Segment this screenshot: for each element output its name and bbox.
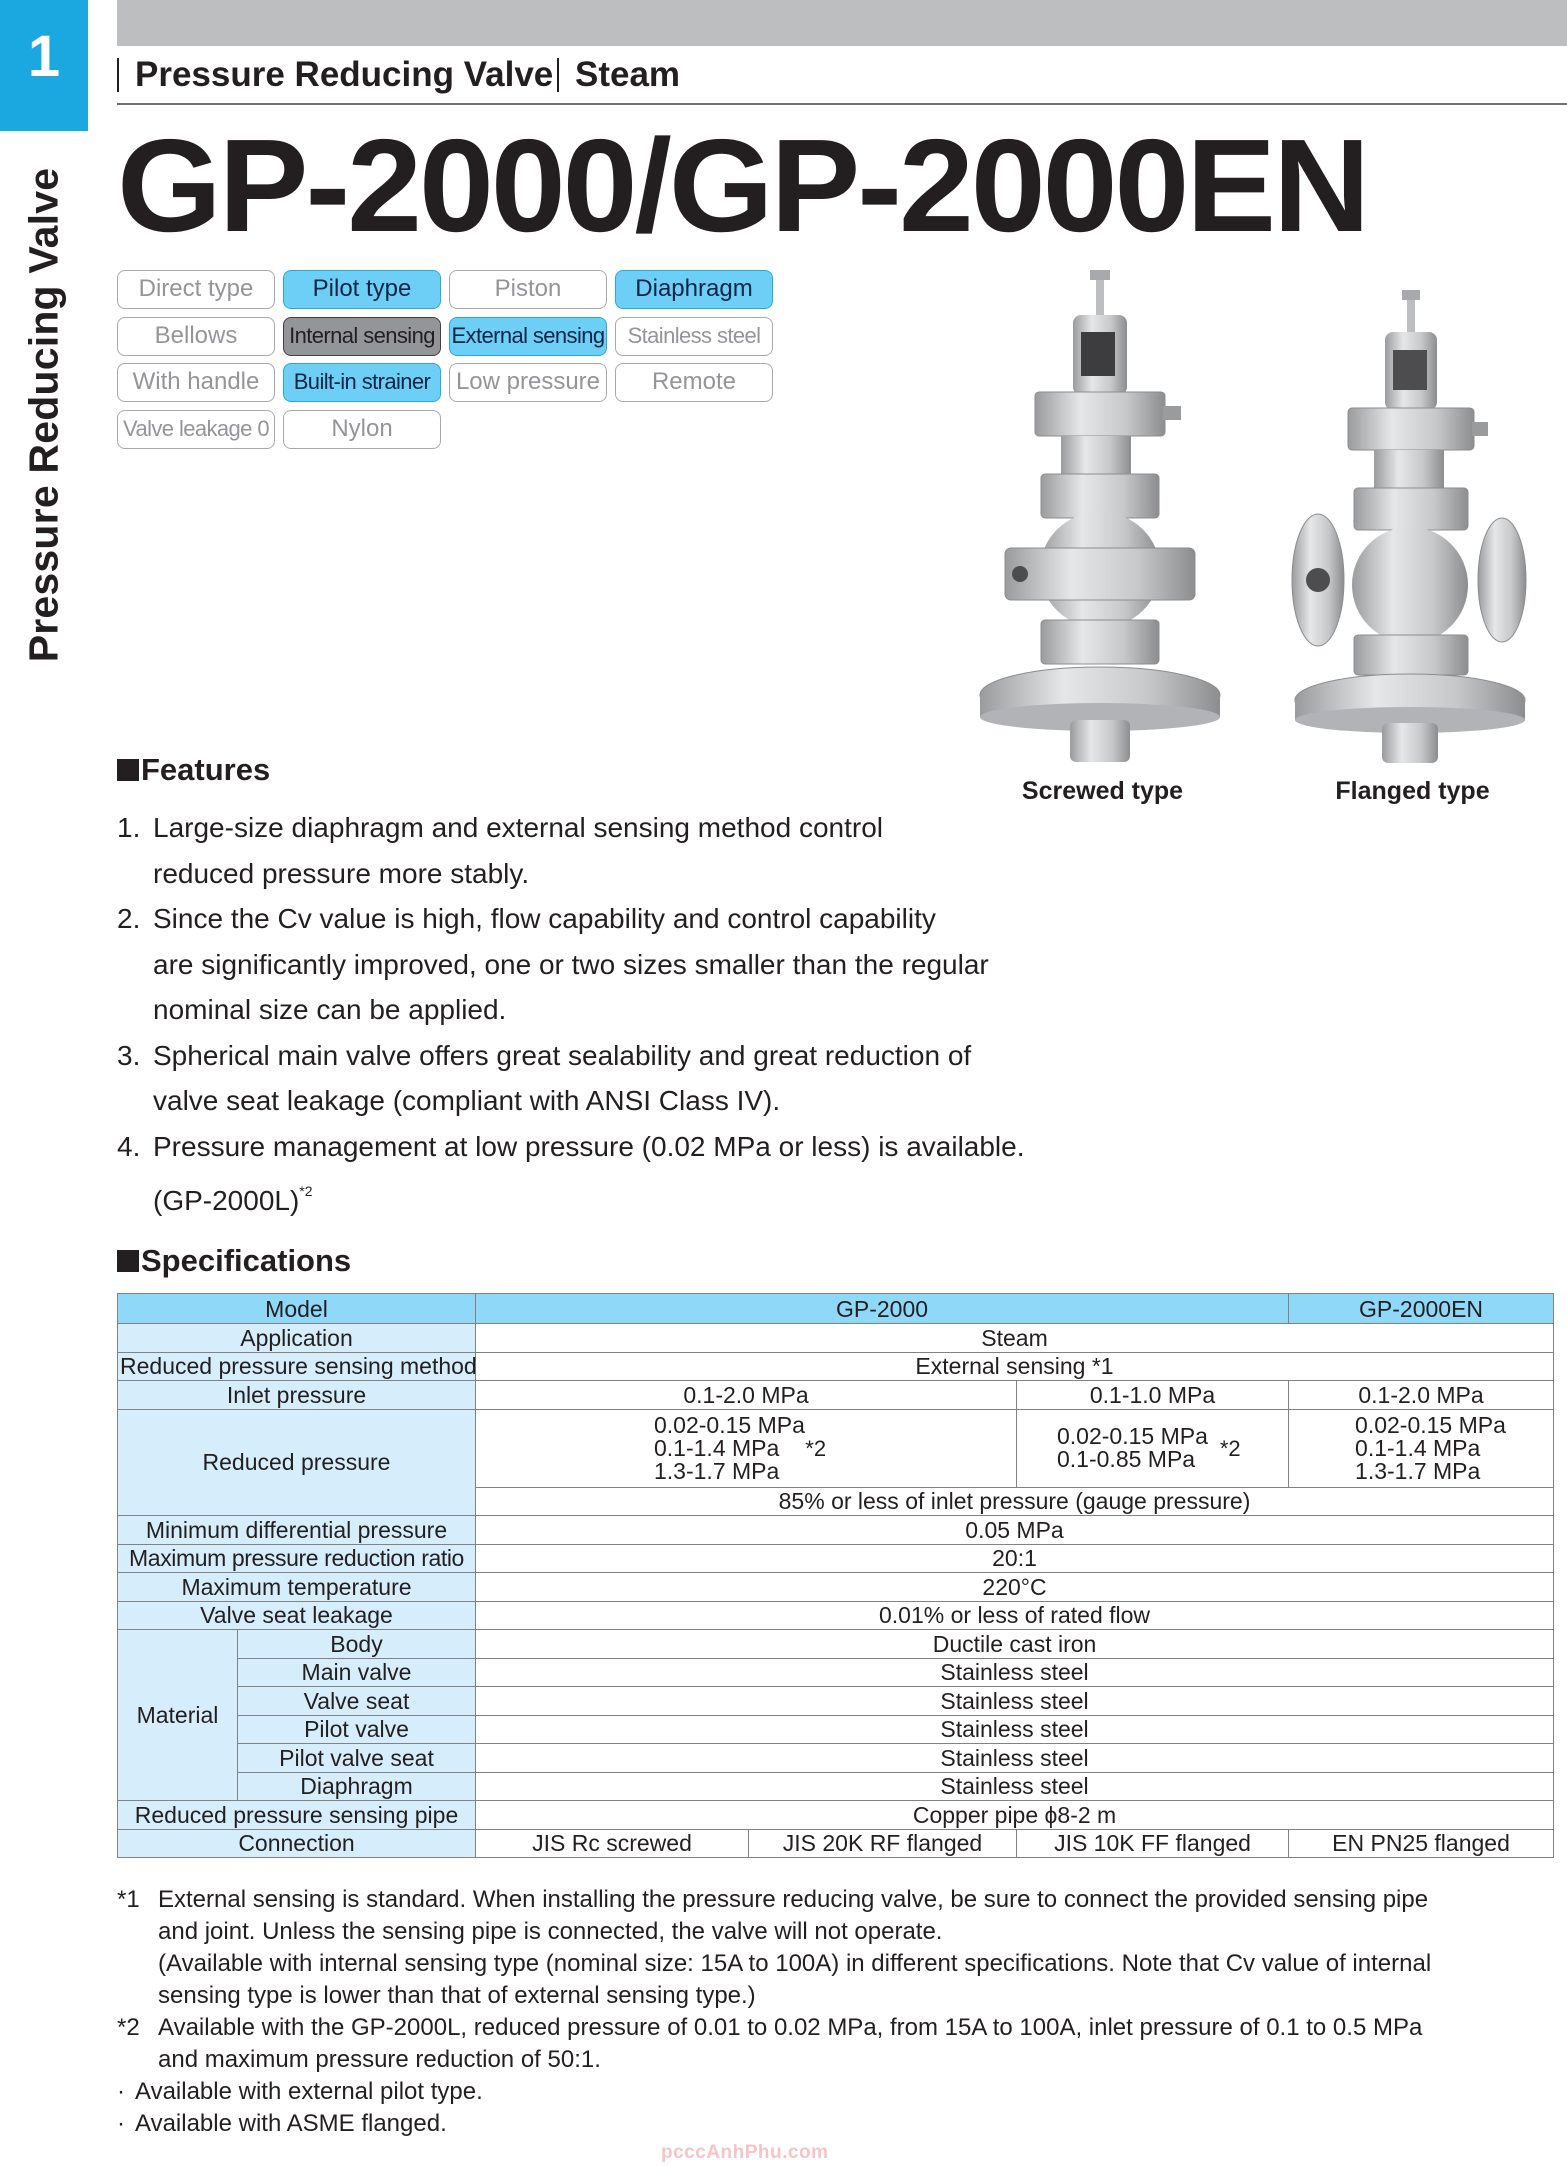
table-row — [118, 1573, 1554, 1602]
page-title: GP-2000/GP-2000EN — [117, 112, 1368, 259]
cell-value: Stainless steel — [476, 1772, 1554, 1801]
cell-value: Ductile cast iron — [476, 1630, 1554, 1659]
table-row — [118, 1601, 1554, 1630]
cell-value: External sensing *1 — [476, 1352, 1554, 1381]
cell-value: 0.05 MPa — [476, 1516, 1554, 1545]
table-row — [118, 1744, 1554, 1773]
breadcrumb-divider — [557, 58, 559, 92]
cell-value: 0.1-1.0 MPa — [1017, 1381, 1289, 1410]
footnotes — [117, 1884, 1557, 2140]
breadcrumb-divider — [117, 58, 119, 92]
row-label: Inlet pressure — [118, 1381, 476, 1410]
row-label: Valve seat — [238, 1687, 476, 1716]
specifications-table — [117, 1293, 1554, 1858]
watermark: pcccAnhPhu.com — [661, 2142, 829, 2163]
row-label: Reduced pressure sensing method — [118, 1352, 476, 1381]
breadcrumb — [117, 52, 1567, 105]
cell-value: 0.1-2.0 MPa — [476, 1381, 1017, 1410]
cell-value: JIS 10K FF flanged — [1017, 1829, 1289, 1858]
tag-with-handle: With handle — [117, 363, 275, 402]
note-bullet — [117, 2108, 1557, 2140]
specifications-heading — [117, 1243, 351, 1279]
flanged-valve-photo — [1290, 290, 1530, 765]
cell-value: 0.1-2.0 MPa — [1289, 1381, 1554, 1410]
specifications-title: Specifications — [141, 1243, 352, 1278]
value-line: 0.02-0.15 MPa — [1355, 1411, 1506, 1438]
feature-line — [153, 1169, 1097, 1224]
header-model: Model — [118, 1294, 476, 1324]
footnote — [117, 2012, 1557, 2076]
cell-value — [476, 1409, 1017, 1487]
cell-value: Stainless steel — [476, 1687, 1554, 1716]
row-label: Reduced pressure — [118, 1409, 476, 1516]
feature-line: valve seat leakage (compliant with ANSI Class IV). — [153, 1085, 781, 1116]
table-row — [118, 1658, 1554, 1687]
feature-line: Large-size diaphragm and external sensing method control — [153, 812, 883, 843]
note-text: Available with ASME flanged. — [135, 2110, 447, 2137]
header-gp-2000: GP-2000 — [476, 1294, 1289, 1324]
table-row — [118, 1687, 1554, 1716]
table-row — [118, 1544, 1554, 1573]
tag-built-in-strainer: Built-in strainer — [283, 363, 441, 402]
footnote-line: and joint. Unless the sensing pipe is connected, the valve will not operate. — [158, 1918, 943, 1945]
tag-pilot-type: Pilot type — [283, 270, 441, 309]
value-line: 0.1-1.4 MPa — [1355, 1434, 1481, 1461]
note-text: Available with external pilot type. — [135, 2078, 483, 2105]
tag-valve-leakage-0: Valve leakage 0 — [117, 410, 275, 449]
row-label: Maximum pressure reduction ratio — [118, 1544, 476, 1573]
tag-diaphragm: Diaphragm — [615, 270, 773, 309]
bullet-icon: · — [117, 2078, 125, 2105]
tag-bellows: Bellows — [117, 317, 275, 356]
table-row — [118, 1715, 1554, 1744]
cell-value: JIS Rc screwed — [476, 1829, 749, 1858]
note-bullet — [117, 2076, 1557, 2108]
footnote-line: sensing type is lower than that of external sensing type.) — [158, 1982, 756, 2009]
top-bar — [117, 0, 1567, 46]
feature-number: 4. — [117, 1130, 141, 1162]
table-row — [118, 1801, 1554, 1830]
value-line: 0.02-0.15 MPa — [1057, 1423, 1208, 1449]
row-label: Pilot valve seat — [238, 1744, 476, 1773]
features-title: Features — [141, 752, 271, 787]
feature-line: are significantly improved, one or two sizes smaller than the regular — [153, 948, 989, 980]
tag-remote: Remote — [615, 363, 773, 402]
footnote-line: (Available with internal sensing type (nominal size: 15A to 100A) in different specifications. Note that Cv value of internal — [158, 1950, 1432, 1977]
product-caption-screwed: Screwed type — [1021, 777, 1184, 805]
table-row — [118, 1352, 1554, 1381]
footnote-mark: *1 — [117, 1886, 140, 1913]
footnote — [117, 1884, 1557, 2012]
cell-value: JIS 20K RF flanged — [749, 1829, 1017, 1858]
value-text: 0.1-1.4 MPa — [654, 1434, 780, 1461]
feature-line: Spherical main valve offers great sealability and great reduction of — [153, 1039, 972, 1071]
value-line — [654, 1434, 827, 1461]
table-row — [118, 1630, 1554, 1659]
tag-direct-type: Direct type — [117, 270, 275, 309]
row-label: Reduced pressure sensing pipe — [118, 1801, 476, 1830]
tag-internal-sensing: Internal sensing — [283, 317, 441, 356]
tag-stainless-steel: Stainless steel — [615, 317, 773, 356]
product-caption-flanged: Flanged type — [1335, 777, 1490, 805]
tag-low-pressure: Low pressure — [449, 363, 607, 402]
cell-value: 0.01% or less of rated flow — [476, 1601, 1554, 1630]
cell-value: Steam — [476, 1324, 1554, 1353]
feature-tags — [117, 270, 777, 460]
footnote-line: and maximum pressure reduction of 50:1. — [158, 2046, 601, 2073]
feature-line: Since the Cv value is high, flow capability and control capability — [153, 903, 936, 934]
tag-piston: Piston — [449, 270, 607, 309]
table-row — [118, 1829, 1554, 1858]
cell-value — [1017, 1409, 1289, 1487]
screwed-valve-photo — [975, 270, 1225, 765]
footnote-mark: *2 — [117, 2014, 140, 2041]
cell-value: Stainless steel — [476, 1715, 1554, 1744]
table-header-row — [118, 1294, 1554, 1324]
features-heading — [117, 752, 270, 788]
footnote-reference: *2 — [299, 1183, 313, 1199]
value-line: 0.1-0.85 MPa — [1057, 1446, 1196, 1472]
bullet-icon: · — [117, 2110, 125, 2137]
feature-line: nominal size can be applied. — [153, 994, 507, 1025]
cell-value: 20:1 — [476, 1544, 1554, 1573]
footnote-line: Available with the GP-2000L, reduced pressure of 0.01 to 0.02 MPa, from 15A to 100A, inlet pressure of 0.1 to 0.5 MPa — [158, 2014, 1423, 2041]
row-label: Main valve — [238, 1658, 476, 1687]
feature-line: reduced pressure more stably. — [153, 857, 530, 889]
table-row — [118, 1324, 1554, 1353]
row-label: Pilot valve — [238, 1715, 476, 1744]
tag-nylon: Nylon — [283, 410, 441, 449]
cell-value: 85% or less of inlet pressure (gauge pressure) — [476, 1487, 1554, 1516]
row-label: Connection — [118, 1829, 476, 1858]
feature-item — [117, 805, 1097, 896]
chapter-tab — [0, 0, 88, 131]
cell-value: Stainless steel — [476, 1658, 1554, 1687]
square-bullet-icon — [117, 1250, 139, 1272]
row-label: Application — [118, 1324, 476, 1353]
tag-external-sensing: External sensing — [449, 317, 607, 356]
feature-number: 1. — [117, 812, 141, 843]
value-line: 0.02-0.15 MPa — [654, 1411, 805, 1438]
footnote-reference: *2 — [805, 1435, 827, 1461]
features-list — [117, 805, 1097, 1224]
table-row — [118, 1409, 1554, 1487]
table-row — [118, 1381, 1554, 1410]
table-row — [118, 1772, 1554, 1801]
cell-value: Copper pipe ϕ8-2 m — [476, 1801, 1554, 1830]
feature-line: Pressure management at low pressure (0.02 MPa or less) is available. — [153, 1130, 1025, 1162]
row-group-label: Material — [118, 1630, 238, 1801]
feature-item — [117, 1033, 1097, 1124]
cell-value — [1289, 1409, 1554, 1487]
breadcrumb-category: Pressure Reducing Valve — [135, 55, 554, 94]
row-label: Diaphragm — [238, 1772, 476, 1801]
row-label: Valve seat leakage — [118, 1601, 476, 1630]
cell-value: 220°C — [476, 1573, 1554, 1602]
feature-number: 3. — [117, 1039, 141, 1071]
feature-item — [117, 1124, 1097, 1224]
feature-item — [117, 896, 1097, 1033]
value-line: 1.3-1.7 MPa — [1355, 1457, 1481, 1484]
row-label: Minimum differential pressure — [118, 1516, 476, 1545]
header-gp-2000en: GP-2000EN — [1289, 1294, 1554, 1324]
breadcrumb-subcategory: Steam — [575, 55, 681, 94]
feature-line-text: (GP-2000L) — [153, 1185, 300, 1216]
row-label: Maximum temperature — [118, 1573, 476, 1602]
cell-value: EN PN25 flanged — [1289, 1829, 1554, 1858]
square-bullet-icon — [117, 759, 139, 781]
vertical-section-label: Pressure Reducing Valve — [20, 167, 67, 663]
chapter-number: 1 — [27, 24, 61, 89]
table-row — [118, 1516, 1554, 1545]
cell-value: Stainless steel — [476, 1744, 1554, 1773]
value-line: 1.3-1.7 MPa — [654, 1457, 780, 1484]
feature-number: 2. — [117, 903, 141, 934]
footnote-reference: *2 — [1219, 1435, 1241, 1461]
footnote-line: External sensing is standard. When installing the pressure reducing valve, be sure to connect the provided sensing pipe — [158, 1886, 1429, 1913]
row-label: Body — [238, 1630, 476, 1659]
